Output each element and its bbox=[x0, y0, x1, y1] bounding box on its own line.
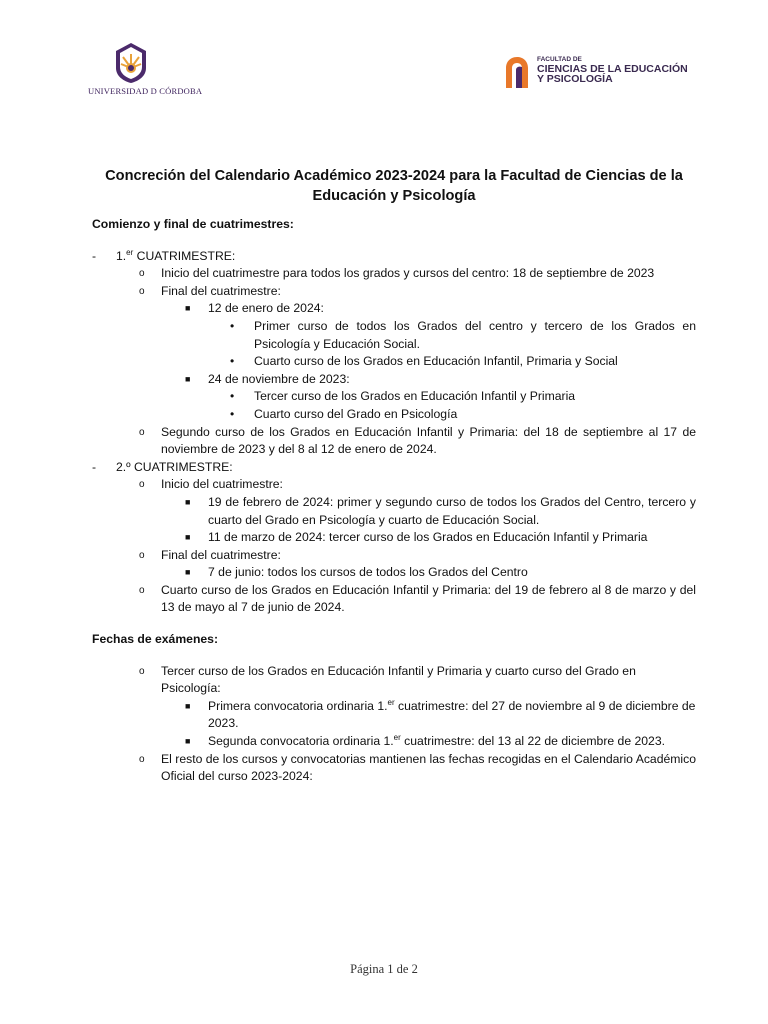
faculty-name-line3: Y PSICOLOGÍA bbox=[537, 73, 613, 85]
university-name: UNIVERSIDAD D CÓRDOBA bbox=[88, 86, 203, 96]
circle-marker: o bbox=[139, 268, 145, 280]
date-entry: 19 de febrero de 2024: primer y segundo curso de todos los Grados del Centro, tercero y cuarto del Grado en Psicología y cuarto de Educación Social. bbox=[208, 494, 696, 527]
date-entry: 7 de junio: todos los cursos de todos los Grados del Centro bbox=[208, 565, 528, 580]
list-item bbox=[92, 733, 696, 751]
exam-group: Tercer curso de los Grados en Educación Infantil y Primaria y cuarto curso del Grado en Psicología: bbox=[161, 663, 636, 696]
circle-marker: o bbox=[139, 479, 145, 491]
superscript: er bbox=[126, 247, 134, 257]
circle-marker: o bbox=[139, 549, 145, 561]
cuatrimestres-list bbox=[92, 248, 696, 617]
examenes-list bbox=[92, 663, 696, 786]
superscript: er bbox=[387, 697, 395, 707]
course-entry: Cuarto curso del Grado en Psicología bbox=[254, 406, 458, 421]
list-item bbox=[92, 388, 696, 406]
exam-other-note: El resto de los cursos y convocatorias mantienen las fechas recogidas en el Calendario Académico Oficial del curso 2023-2024: bbox=[161, 751, 696, 784]
square-marker: ■ bbox=[185, 373, 191, 384]
page-header bbox=[0, 38, 768, 98]
list-item bbox=[92, 547, 696, 565]
faculty-arch-icon bbox=[503, 56, 531, 88]
list-item bbox=[92, 371, 696, 389]
universidad-cordoba-logo bbox=[88, 42, 203, 96]
list-item-first-term bbox=[92, 248, 696, 266]
bullet-marker: • bbox=[230, 406, 235, 421]
circle-marker: o bbox=[139, 426, 145, 438]
list-item bbox=[92, 698, 696, 733]
fourth-year-dates: Cuarto curso de los Grados en Educación Infantil y Primaria: del 19 de febrero al 8 de marzo y del 13 de mayo al 7 de junio de 2024. bbox=[161, 582, 696, 615]
list-item bbox=[92, 476, 696, 494]
page-number: Página 1 de 2 bbox=[350, 962, 418, 976]
list-item bbox=[92, 300, 696, 318]
square-marker: ■ bbox=[185, 496, 191, 507]
list-item-second-term bbox=[92, 459, 696, 477]
square-marker: ■ bbox=[185, 532, 191, 543]
dash-marker: - bbox=[92, 248, 97, 263]
date-entry: 12 de enero de 2024: bbox=[208, 301, 324, 316]
first-term-end-label: Final del cuatrimestre: bbox=[161, 283, 281, 298]
bullet-marker: • bbox=[230, 318, 235, 333]
course-entry: Tercer curso de los Grados en Educación Infantil y Primaria bbox=[254, 389, 576, 404]
list-item bbox=[92, 353, 696, 371]
square-marker: ■ bbox=[185, 567, 191, 578]
exam-first-call: Primera convocatoria ordinaria 1. bbox=[208, 698, 388, 713]
date-entry: 24 de noviembre de 2023: bbox=[208, 371, 350, 386]
faculty-name bbox=[537, 56, 688, 84]
list-item bbox=[92, 424, 696, 459]
bullet-marker: • bbox=[230, 389, 235, 404]
faculty-logo bbox=[503, 56, 688, 96]
exam-second-call: Segunda convocatoria ordinaria 1. bbox=[208, 734, 394, 749]
square-marker: ■ bbox=[185, 736, 191, 747]
list-item bbox=[92, 582, 696, 617]
list-item bbox=[92, 751, 696, 786]
list-item bbox=[92, 529, 696, 547]
square-marker: ■ bbox=[185, 303, 191, 314]
second-year-dates: Segundo curso de los Grados en Educación Infantil y Primaria: del 18 de septiembre al 17 de noviembre de 2023 y del 8 al 12 de enero de 2024. bbox=[161, 424, 696, 457]
second-term-start-label: Inicio del cuatrimestre: bbox=[161, 477, 283, 492]
list-item bbox=[92, 283, 696, 301]
dash-marker: - bbox=[92, 459, 97, 474]
list-item bbox=[92, 663, 696, 698]
exam-first-call-suffix: cuatrimestre: del 27 de noviembre al 9 de diciembre de 2023. bbox=[208, 698, 696, 731]
list-item bbox=[92, 494, 696, 529]
course-entry: Cuarto curso de los Grados en Educación Infantil, Primaria y Social bbox=[254, 354, 618, 369]
circle-marker: o bbox=[139, 285, 145, 297]
course-entry: Primer curso de todos los Grados del centro y tercero de los Grados en Psicología y Educación Social. bbox=[254, 318, 696, 351]
document-body bbox=[92, 166, 696, 786]
square-marker: ■ bbox=[185, 700, 191, 711]
list-item bbox=[92, 265, 696, 283]
first-term-label-suffix: CUATRIMESTRE: bbox=[133, 248, 236, 263]
circle-marker: o bbox=[139, 584, 145, 596]
first-term-start: Inicio del cuatrimestre para todos los grados y cursos del centro: 18 de septiembre de 2023 bbox=[161, 266, 655, 281]
second-term-end-label: Final del cuatrimestre: bbox=[161, 547, 281, 562]
section-heading-examenes: Fechas de exámenes: bbox=[92, 632, 219, 647]
circle-marker: o bbox=[139, 753, 145, 765]
bullet-marker: • bbox=[230, 354, 235, 369]
second-term-label: 2.º CUATRIMESTRE: bbox=[116, 459, 233, 474]
first-term-label: 1. bbox=[116, 248, 127, 263]
document-title: Concreción del Calendario Académico 2023-2024 para la Facultad de Ciencias de la Educación y Psicología bbox=[105, 168, 683, 204]
superscript: er bbox=[393, 732, 401, 742]
faculty-name-line2: CIENCIAS DE LA EDUCACIÓN bbox=[537, 63, 688, 75]
university-shield-icon bbox=[113, 42, 149, 84]
faculty-name-line1: FACULTAD DE bbox=[537, 56, 582, 63]
section-heading-cuatrimestres: Comienzo y final de cuatrimestres: bbox=[92, 217, 294, 231]
exam-second-call-suffix: cuatrimestre: del 13 al 22 de diciembre de 2023. bbox=[400, 734, 665, 749]
list-item bbox=[92, 318, 696, 353]
date-entry: 11 de marzo de 2024: tercer curso de los Grados en Educación Infantil y Primaria bbox=[208, 530, 648, 545]
circle-marker: o bbox=[139, 665, 145, 677]
list-item bbox=[92, 564, 696, 582]
list-item bbox=[92, 406, 696, 424]
